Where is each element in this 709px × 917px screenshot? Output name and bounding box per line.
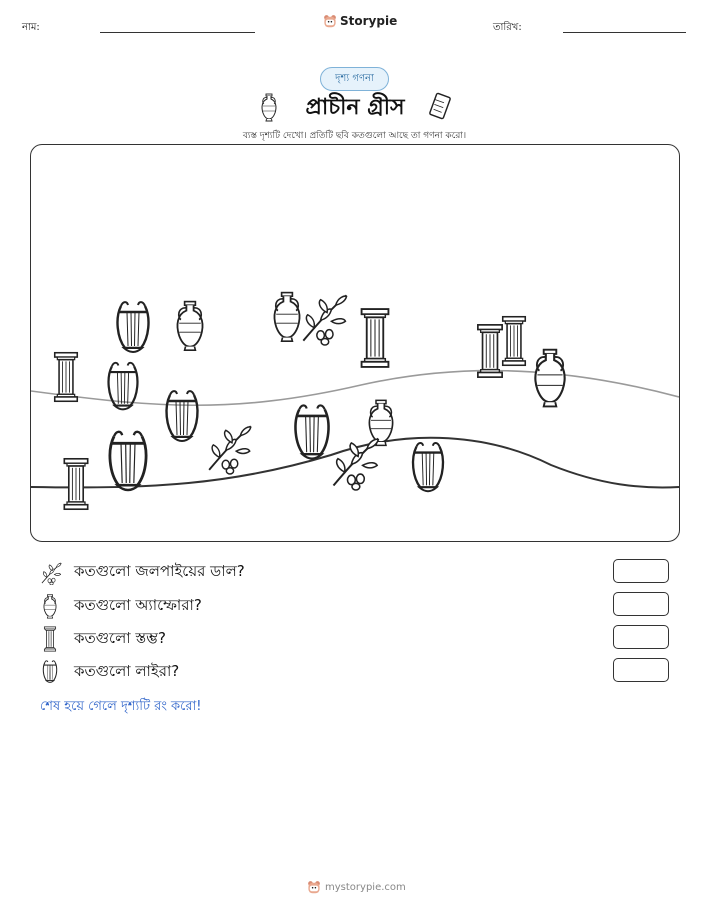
question-row-amphora xyxy=(40,593,202,619)
scene-illustration xyxy=(31,145,679,541)
column-5 xyxy=(64,459,87,509)
amphora-icon xyxy=(258,92,280,122)
question-row-olive xyxy=(40,560,245,585)
answer-box-amphora[interactable] xyxy=(613,592,669,616)
amphora-icon xyxy=(40,593,60,619)
brand-logo xyxy=(323,14,397,28)
lyre-5 xyxy=(295,405,328,458)
instructions: ব্যস্ত দৃশ্যটি দেখো। প্রতিটি ছবি কতগুলো আছে তা গণনা করো। xyxy=(242,131,467,141)
answer-box-column[interactable] xyxy=(613,625,669,649)
column-1 xyxy=(55,353,78,402)
answer-box-olive[interactable] xyxy=(613,559,669,583)
site-footer xyxy=(307,880,406,894)
brand-name: Storypie xyxy=(340,14,398,28)
closing-note: শেষ হয়ে গেলে দৃশ্যটি রং করো! xyxy=(40,699,202,714)
question-row-column xyxy=(40,626,166,652)
answer-box-lyre[interactable] xyxy=(613,658,669,682)
scene-panel xyxy=(30,144,680,542)
lyre-3 xyxy=(167,391,198,441)
page-title: প্রাচীন গ্রীস xyxy=(305,95,405,120)
storypie-bear-icon xyxy=(323,14,337,28)
question-text: কতগুলো স্তম্ভ? xyxy=(74,628,166,647)
column-icon xyxy=(42,626,58,652)
column-2 xyxy=(362,309,389,367)
date-label: তারিখ: xyxy=(493,22,522,33)
question-text: কতগুলো লাইরা? xyxy=(74,661,180,680)
olive-branch-1 xyxy=(303,295,346,345)
olive-branch-3 xyxy=(333,438,378,490)
name-label: নাম: xyxy=(22,22,40,33)
olive-branch-icon xyxy=(40,561,64,585)
lyre-1 xyxy=(118,302,149,352)
question-text: কতগুলো অ্যাম্ফোরা? xyxy=(74,595,202,614)
worksheet-badge: দৃশ্য গণনা xyxy=(320,67,389,91)
scroll-icon xyxy=(428,90,452,122)
lyre-6 xyxy=(413,443,443,491)
amphora-4 xyxy=(535,350,564,407)
storypie-bear-icon xyxy=(307,880,321,894)
amphora-2 xyxy=(274,293,299,342)
question-row-lyre xyxy=(40,659,179,685)
column-4 xyxy=(503,317,526,366)
lyre-4 xyxy=(110,432,146,490)
lyre-icon xyxy=(40,659,60,685)
question-text: কতগুলো জলপাইয়ের ডাল? xyxy=(74,562,245,580)
date-line[interactable] xyxy=(563,32,686,33)
amphora-1 xyxy=(177,302,202,351)
column-3 xyxy=(478,325,502,377)
name-line[interactable] xyxy=(100,32,255,33)
amphora-3 xyxy=(369,400,392,445)
site-url[interactable]: mystorypie.com xyxy=(325,881,406,893)
olive-branch-2 xyxy=(209,426,251,474)
